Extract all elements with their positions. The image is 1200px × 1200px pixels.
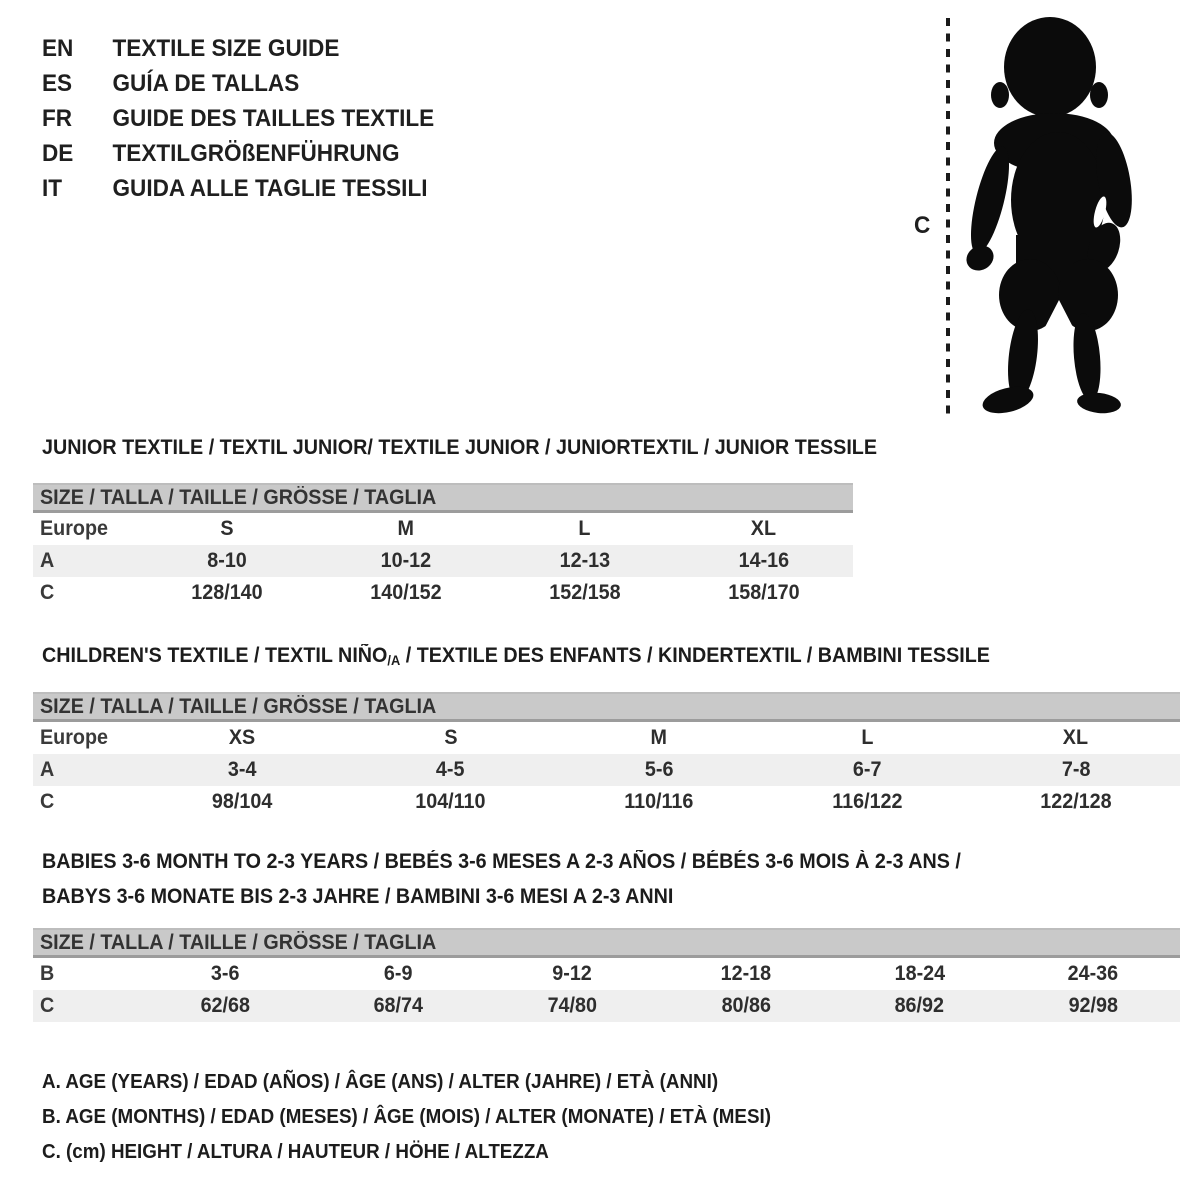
cell-value: 7-8	[1061, 758, 1091, 781]
section-title-text: CHILDREN'S TEXTILE / TEXTIL NIÑO	[42, 644, 388, 667]
table-cell	[138, 957, 312, 991]
table-cell	[317, 577, 496, 609]
row-label-cell	[33, 754, 138, 786]
table-cell	[138, 721, 346, 755]
size-header-text: SIZE / TALLA / TAILLE / GRÖSSE / TAGLIA	[40, 694, 437, 718]
language-code: EN	[42, 35, 74, 62]
table-cell	[659, 990, 833, 1022]
section-title-junior	[42, 437, 930, 459]
cell-value: 86/92	[894, 994, 945, 1017]
table-row-age-months	[33, 957, 1180, 991]
table-cell	[346, 754, 554, 786]
table-row-height	[33, 786, 1180, 818]
cell-value: S	[443, 726, 458, 749]
children-size-table	[33, 692, 1180, 818]
table-row-age	[33, 545, 853, 577]
cell-value: 62/68	[200, 994, 250, 1017]
cell-value: XL	[1063, 726, 1089, 749]
cell-value: 6-7	[853, 758, 882, 781]
cell-value: 3-6	[210, 962, 240, 985]
cell-value: 68/74	[373, 994, 424, 1017]
row-label-cell	[33, 990, 138, 1022]
table-cell	[496, 512, 675, 546]
table-cell	[555, 754, 763, 786]
table-cell	[485, 957, 659, 991]
size-header-row	[33, 484, 853, 512]
legend-text: A. AGE (YEARS) / EDAD (AÑOS) / ÂGE (ANS) / ALTER (JAHRE) / ETÀ (ANNI)	[42, 1071, 719, 1093]
language-code: IT	[42, 175, 63, 202]
language-row	[42, 70, 316, 97]
cell-value: XL	[751, 517, 777, 540]
table-cell	[138, 990, 312, 1022]
section-title-text: JUNIOR TEXTILE / TEXTIL JUNIOR/ TEXTILE JUNIOR / JUNIORTEXTIL / JUNIOR TESSILE	[42, 436, 878, 459]
language-row	[42, 105, 459, 132]
language-code: ES	[42, 70, 73, 97]
cell-value: 12-13	[559, 549, 611, 572]
table-cell	[972, 754, 1180, 786]
language-code: DE	[42, 140, 74, 167]
table-cell	[763, 786, 971, 818]
language-row	[42, 140, 422, 167]
guide-title: GUIDA ALLE TAGLIE TESSILI	[112, 175, 428, 202]
section-title-text: / TEXTILE DES ENFANTS / KINDERTEXTIL / BAMBINI TESSILE	[400, 644, 990, 667]
table-cell	[138, 754, 346, 786]
table-cell	[312, 990, 486, 1022]
table-cell	[496, 577, 675, 609]
table-cell	[674, 545, 853, 577]
guide-title: TEXTILGRÖßENFÜHRUNG	[112, 140, 400, 167]
size-header-cell	[33, 693, 1180, 721]
section-title-babies-line1	[42, 851, 1020, 873]
table-cell	[496, 545, 675, 577]
table-cell	[1006, 957, 1180, 991]
table-cell	[485, 990, 659, 1022]
cell-value: 122/128	[1040, 790, 1112, 813]
cell-value: 14-16	[738, 549, 789, 572]
row-label-cell	[33, 577, 138, 609]
cell-value: 5-6	[644, 758, 674, 781]
cell-value: 92/98	[1068, 994, 1118, 1017]
guide-title: GUIDE DES TAILLES TEXTILE	[112, 105, 435, 132]
section-title-babies-line2	[42, 886, 714, 908]
cell-value: 12-18	[720, 962, 772, 985]
guide-title: TEXTILE SIZE GUIDE	[112, 35, 340, 62]
size-header-text: SIZE / TALLA / TAILLE / GRÖSSE / TAGLIA	[40, 485, 437, 509]
section-title-subscript: /A	[387, 653, 401, 668]
size-header-cell	[33, 929, 1180, 957]
table-row-height	[33, 577, 853, 609]
section-title-text: BABIES 3-6 MONTH TO 2-3 YEARS / BEBÉS 3-6 MESES A 2-3 AÑOS / BÉBÉS 3-6 MOIS À 2-3 ANS /	[42, 850, 961, 873]
table-cell	[833, 957, 1007, 991]
table-row-europe	[33, 512, 853, 546]
table-cell	[659, 957, 833, 991]
legend-text: C. (cm) HEIGHT / ALTURA / HAUTEUR / HÖHE / ALTEZZA	[42, 1141, 549, 1163]
row-label: C	[40, 994, 55, 1017]
language-code: FR	[42, 105, 73, 132]
cell-value: XS	[229, 726, 256, 749]
table-cell	[555, 721, 763, 755]
cell-value: 116/122	[832, 790, 903, 813]
table-cell	[833, 990, 1007, 1022]
legend-row-a	[42, 1071, 761, 1093]
size-header-cell	[33, 484, 853, 512]
table-cell	[317, 545, 496, 577]
cell-value: 18-24	[894, 962, 945, 985]
table-cell	[138, 545, 317, 577]
row-label-cell	[33, 545, 138, 577]
row-label: C	[40, 581, 55, 604]
table-cell	[1006, 990, 1180, 1022]
cell-value: 6-9	[384, 962, 413, 985]
cell-value: 104/110	[415, 790, 486, 813]
cell-value: 74/80	[547, 994, 597, 1017]
legend-text: B. AGE (MONTHS) / EDAD (MESES) / ÂGE (MOIS) / ALTER (MONATE) / ETÀ (MESI)	[42, 1106, 771, 1128]
row-label: B	[40, 962, 55, 985]
legend-row-b	[42, 1106, 818, 1128]
cell-value: 3-4	[227, 758, 257, 781]
table-cell	[317, 512, 496, 546]
table-cell	[138, 786, 346, 818]
row-label-cell	[33, 786, 138, 818]
table-row-age	[33, 754, 1180, 786]
row-label-cell	[33, 721, 138, 755]
size-header-row	[33, 929, 1180, 957]
table-cell	[346, 721, 554, 755]
table-cell	[138, 577, 317, 609]
figure-illustration	[928, 13, 1143, 423]
cell-value: L	[578, 517, 591, 540]
size-header-row	[33, 693, 1180, 721]
table-cell	[674, 577, 853, 609]
row-label: A	[40, 758, 55, 781]
cell-value: S	[220, 517, 234, 540]
cell-value: 140/152	[370, 581, 442, 604]
cell-value: 110/116	[624, 790, 694, 813]
cell-value: 80/86	[721, 994, 771, 1017]
cell-value: 4-5	[436, 758, 465, 781]
legend-row-c	[42, 1141, 581, 1163]
language-row	[42, 35, 358, 62]
cell-value: 128/140	[191, 581, 264, 604]
table-row-height	[33, 990, 1180, 1022]
table-cell	[763, 754, 971, 786]
table-cell	[972, 786, 1180, 818]
junior-size-table	[33, 483, 853, 609]
table-cell	[555, 786, 763, 818]
table-row-europe	[33, 721, 1180, 755]
table-cell	[312, 957, 486, 991]
row-label: A	[40, 549, 55, 572]
guide-title: GUÍA DE TALLAS	[112, 70, 300, 97]
babies-size-table	[33, 928, 1180, 1022]
language-row	[42, 175, 452, 202]
row-label: Europe	[40, 726, 109, 749]
table-cell	[763, 721, 971, 755]
section-title-children	[42, 645, 1050, 672]
table-cell	[138, 512, 317, 546]
row-label-cell	[33, 512, 138, 546]
cell-value: M	[397, 517, 415, 540]
cell-value: L	[861, 726, 874, 749]
toddler-silhouette	[962, 17, 1138, 418]
section-title-text: BABYS 3-6 MONATE BIS 2-3 JAHRE / BAMBINI 3-6 MESI A 2-3 ANNI	[42, 885, 674, 908]
cell-value: 24-36	[1067, 962, 1119, 985]
cell-value: 158/170	[727, 581, 800, 604]
table-cell	[346, 786, 554, 818]
table-cell	[674, 512, 853, 546]
cell-value: 98/104	[212, 790, 273, 813]
row-label-cell	[33, 957, 138, 991]
row-label: Europe	[40, 517, 109, 540]
cell-value: 152/158	[549, 581, 621, 604]
row-label: C	[40, 790, 55, 813]
height-measure-label-text: C	[914, 212, 931, 239]
cell-value: 8-10	[207, 549, 248, 572]
size-header-text: SIZE / TALLA / TAILLE / GRÖSSE / TAGLIA	[40, 930, 437, 954]
cell-value: M	[650, 726, 668, 749]
cell-value: 9-12	[552, 962, 592, 985]
cell-value: 10-12	[380, 549, 432, 572]
table-cell	[972, 721, 1180, 755]
